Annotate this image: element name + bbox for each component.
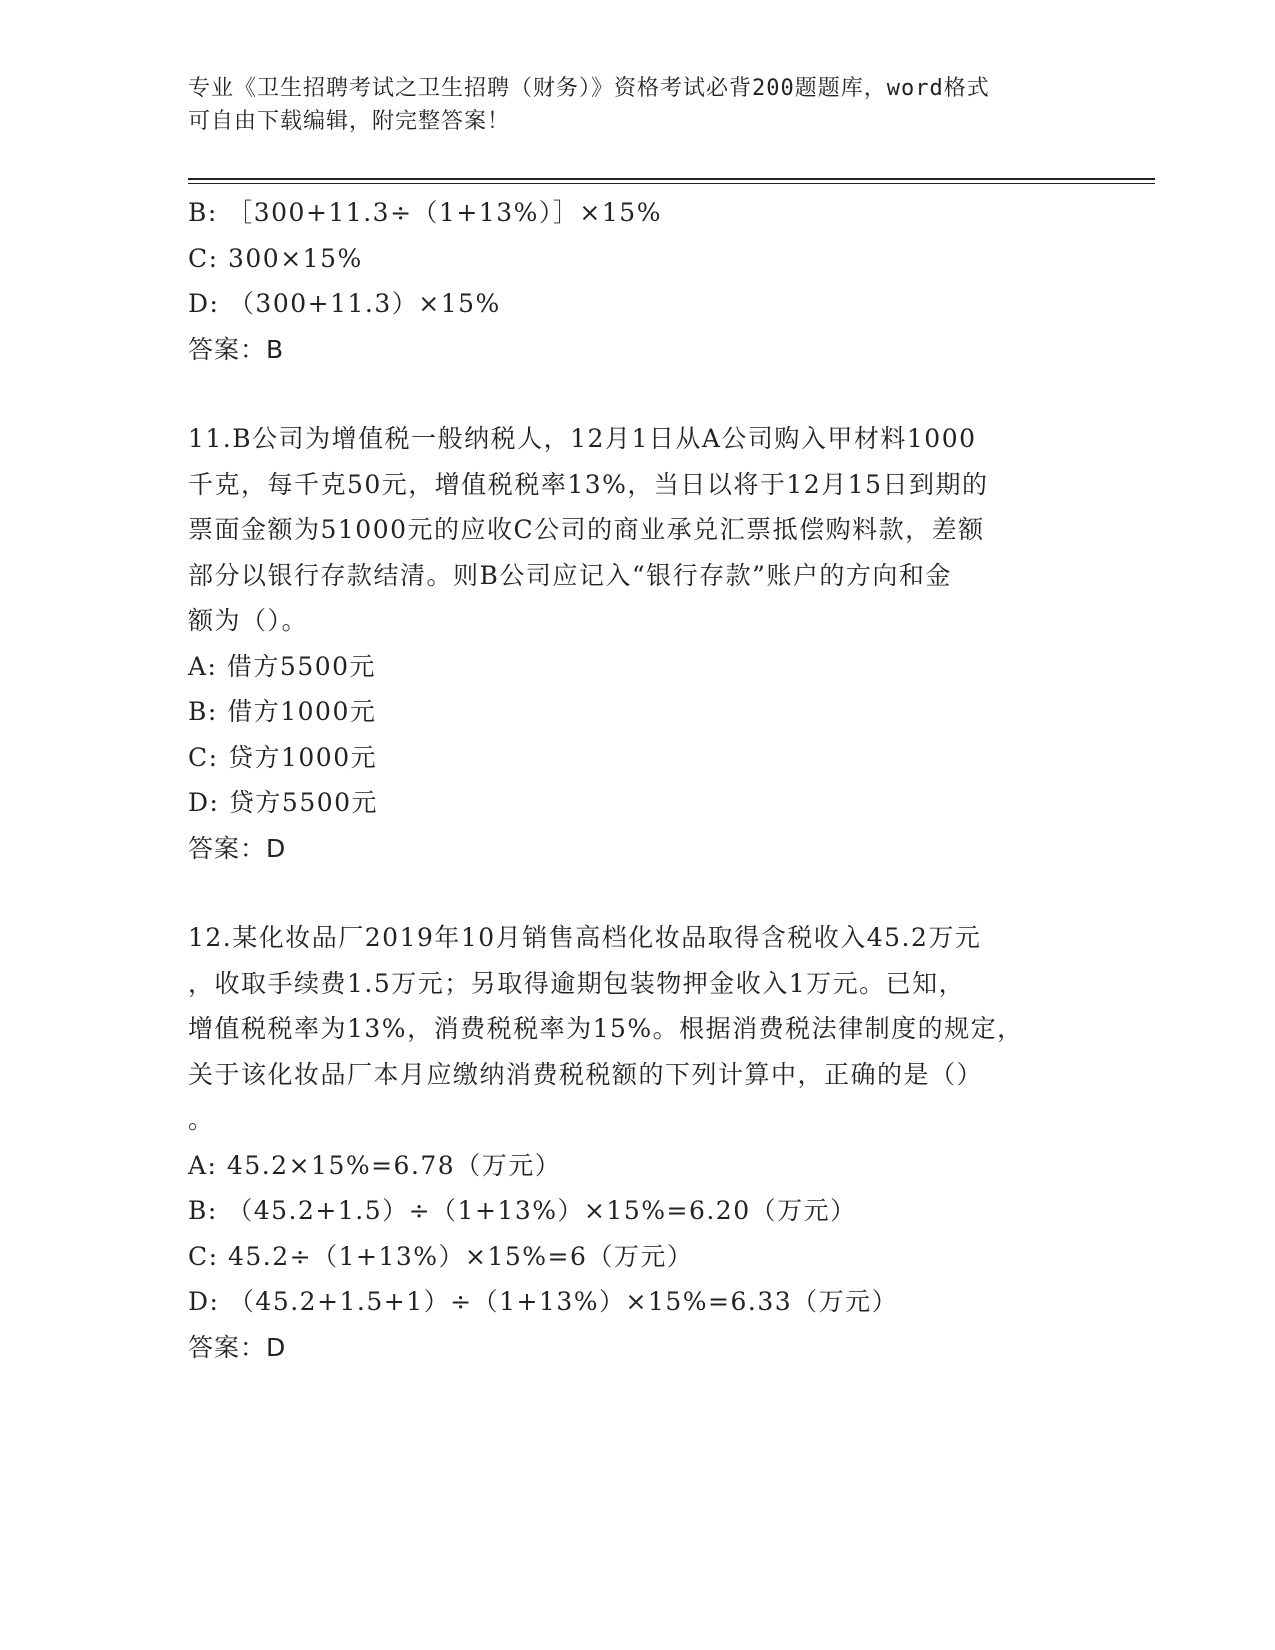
answer-line: 答案：D — [188, 833, 287, 863]
header-line-2: 可自由下载编辑，附完整答案！ — [188, 109, 511, 134]
stem-line: 千克，每千克50元，增值税税率13%，当日以将于12月15日到期的 — [188, 469, 989, 499]
stem-line: 增值税税率为13%，消费税税率为15%。根据消费税法律制度的规定， — [188, 1014, 1024, 1043]
document-body — [188, 190, 1088, 1370]
option-a: A: 借方5500元 — [188, 651, 377, 681]
option-b: B: ［300+11.3÷（1+13%）］×15% — [188, 198, 662, 227]
stem-line: 关于该化妆品厂本月应缴纳消费税税额的下列计算中，正确的是（） — [188, 1059, 984, 1089]
stem-line: 。 — [188, 1105, 215, 1134]
option-b: B: 借方1000元 — [188, 697, 377, 726]
answer-line: 答案：D — [188, 1332, 287, 1362]
question-12 — [188, 915, 1088, 1370]
question-gap — [188, 372, 1088, 416]
question-gap — [188, 871, 1088, 915]
option-d: D: （45.2+1.5+1）÷（1+13%）×15%=6.33（万元） — [188, 1287, 899, 1316]
option-d: D: 贷方5500元 — [188, 788, 379, 817]
option-c: C: 300×15% — [188, 243, 363, 273]
page-header — [188, 72, 1088, 138]
answer-line: 答案：B — [188, 334, 285, 364]
stem-line: 额为（）。 — [188, 606, 309, 635]
option-a: A: 45.2×15%=6.78（万元） — [188, 1150, 562, 1180]
stem-line: 11.B公司为增值税一般纳税人，12月1日从A公司购入甲材料1000 — [188, 424, 977, 453]
stem-line: 部分以银行存款结清。则B公司应记入“银行存款”账户的方向和金 — [188, 560, 952, 590]
question-11 — [188, 416, 1088, 871]
question-stem — [188, 416, 1088, 644]
option-c: C: 45.2÷（1+13%）×15%=6（万元） — [188, 1241, 694, 1271]
header-line-1: 专业《卫生招聘考试之卫生招聘（财务）》资格考试必背200题题库，word格式 — [188, 76, 990, 101]
question-stem — [188, 915, 1088, 1143]
option-d: D: （300+11.3）×15% — [188, 289, 501, 318]
stem-line: 票面金额为51000元的应收C公司的商业承兑汇票抵偿购料款，差额 — [188, 515, 985, 544]
previous-question — [188, 190, 1088, 372]
stem-line: 12.某化妆品厂2019年10月销售高档化妆品取得含税收入45.2万元 — [188, 923, 982, 952]
header-divider — [188, 178, 1155, 184]
option-b: B: （45.2+1.5）÷（1+13%）×15%=6.20（万元） — [188, 1196, 857, 1225]
option-c: C: 贷方1000元 — [188, 742, 378, 772]
stem-line: ，收取手续费1.5万元；另取得逾期包装物押金收入1万元。已知， — [188, 968, 966, 998]
